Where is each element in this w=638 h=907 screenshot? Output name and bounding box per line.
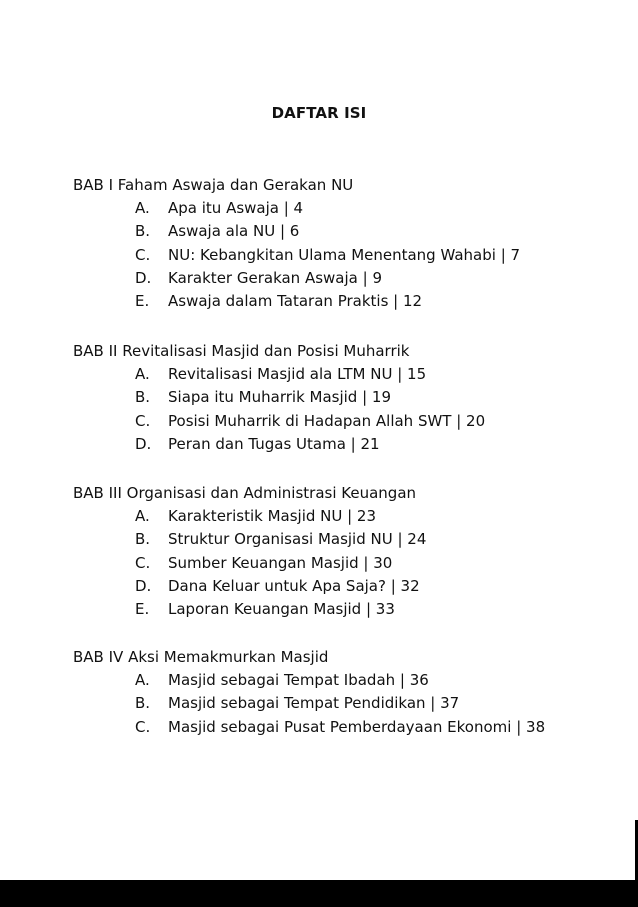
toc-entry[interactable]: [73, 363, 563, 386]
entry-text: Masjid sebagai Pusat Pemberdayaan Ekonomi | 38: [168, 717, 546, 736]
entry-text: Peran dan Tugas Utama | 21: [168, 434, 380, 453]
entry-text: Masjid sebagai Tempat Pendidikan | 37: [168, 694, 460, 713]
chapter-4: [73, 646, 563, 739]
toc-entry[interactable]: [73, 505, 563, 528]
entry-letter: A.: [135, 365, 150, 384]
toc-entry[interactable]: [73, 220, 563, 243]
bottom-border-bar: [0, 880, 638, 907]
page-title: DAFTAR ISI: [271, 104, 367, 122]
toc-entry[interactable]: [73, 598, 563, 621]
entry-text: NU: Kebangkitan Ulama Menentang Wahabi | 7: [168, 245, 521, 264]
entry-letter: D.: [135, 268, 152, 287]
chapter-3: [73, 482, 563, 621]
chapter-title[interactable]: BAB IV Aksi Memakmurkan Masjid: [73, 648, 329, 666]
entry-letter: E.: [135, 292, 150, 310]
entry-letter: C.: [135, 717, 151, 736]
toc-entry[interactable]: [73, 575, 563, 598]
toc-entry[interactable]: [73, 433, 563, 456]
entry-letter: C.: [135, 245, 151, 264]
entry-text: Apa itu Aswaja | 4: [168, 199, 304, 218]
entry-text: Karakteristik Masjid NU | 23: [168, 507, 377, 526]
entry-letter: E.: [135, 600, 150, 618]
toc-entry[interactable]: [73, 528, 563, 551]
toc-entry[interactable]: [73, 244, 563, 267]
chapter-title[interactable]: BAB I Faham Aswaja dan Gerakan NU: [73, 176, 354, 194]
chapter-title[interactable]: BAB II Revitalisasi Masjid dan Posisi Muharrik: [73, 342, 410, 360]
entry-letter: B.: [135, 222, 151, 241]
entry-letter: C.: [135, 553, 151, 572]
toc-entry[interactable]: [73, 386, 563, 409]
toc-entry[interactable]: [73, 290, 563, 313]
entry-text: Sumber Keuangan Masjid | 30: [168, 553, 393, 572]
toc-entry[interactable]: [73, 410, 563, 433]
entry-text: Struktur Organisasi Masjid NU | 24: [168, 530, 427, 549]
entry-letter: D.: [135, 434, 152, 453]
entry-letter: A.: [135, 507, 150, 526]
toc-entry[interactable]: [73, 692, 563, 715]
toc-entry[interactable]: [73, 197, 563, 220]
toc-entry[interactable]: [73, 669, 563, 692]
entry-text: Revitalisasi Masjid ala LTM NU | 15: [168, 365, 427, 384]
entry-text: Masjid sebagai Tempat Ibadah | 36: [168, 671, 429, 690]
entry-letter: B.: [135, 694, 151, 713]
toc-entry[interactable]: [73, 267, 563, 290]
chapter-2: [73, 340, 563, 456]
entry-letter: B.: [135, 388, 151, 407]
entry-letter: A.: [135, 199, 150, 218]
toc-entry[interactable]: [73, 716, 553, 739]
toc-entry[interactable]: [73, 552, 563, 575]
entry-text: Aswaja ala NU | 6: [168, 222, 300, 241]
entry-letter: A.: [135, 671, 150, 690]
entry-text: Laporan Keuangan Masjid | 33: [168, 600, 395, 618]
entry-text: Karakter Gerakan Aswaja | 9: [168, 268, 382, 287]
entry-text: Aswaja dalam Tataran Praktis | 12: [168, 292, 423, 310]
entry-text: Siapa itu Muharrik Masjid | 19: [168, 388, 392, 407]
entry-letter: C.: [135, 411, 151, 430]
entry-letter: D.: [135, 576, 152, 595]
entry-text: Posisi Muharrik di Hadapan Allah SWT | 20: [168, 411, 486, 430]
entry-letter: B.: [135, 530, 151, 549]
entry-text: Dana Keluar untuk Apa Saja? | 32: [168, 576, 420, 595]
chapter-1: [73, 174, 563, 313]
chapter-title[interactable]: BAB III Organisasi dan Administrasi Keuangan: [73, 484, 417, 502]
